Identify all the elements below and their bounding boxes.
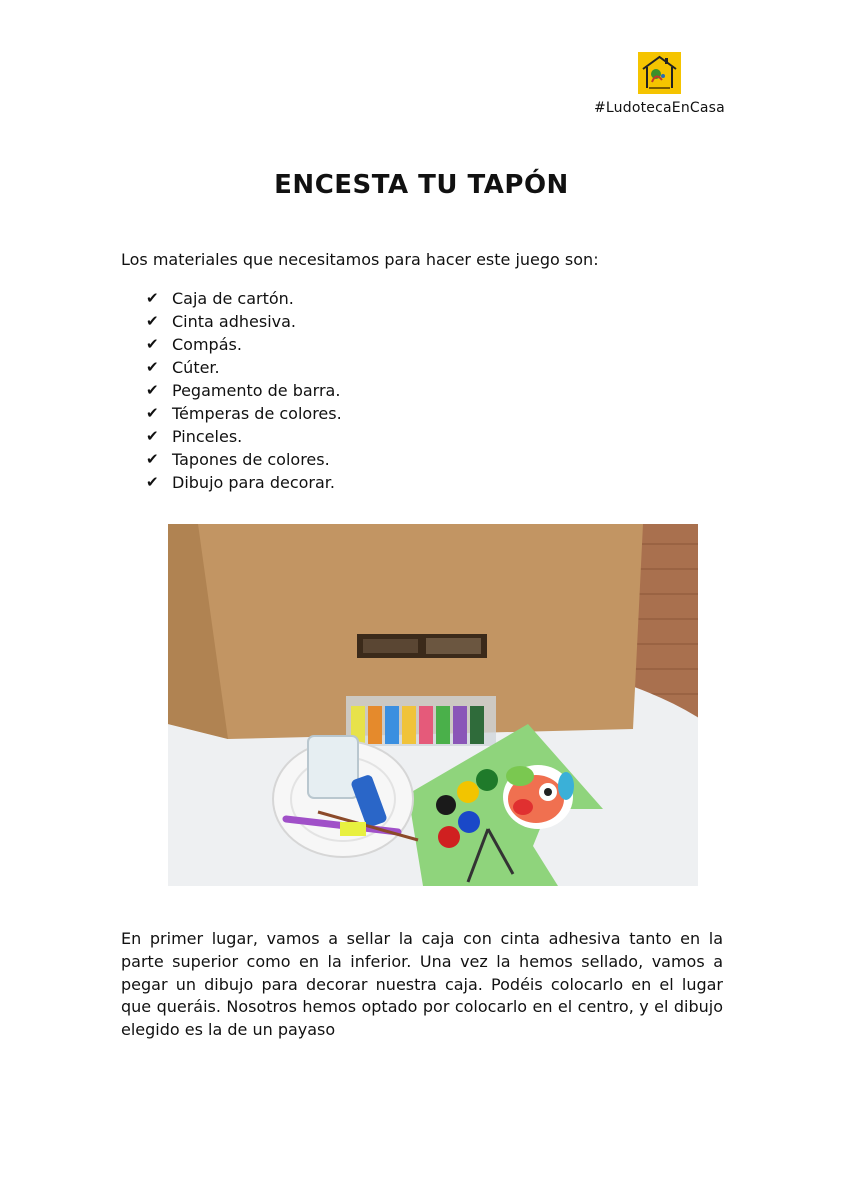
materials-intro: Los materiales que necesitamos para hacer este juego son: [121, 250, 599, 269]
instructions-paragraph: En primer lugar, vamos a sellar la caja con cinta adhesiva tanto en la parte superior como en la inferior. Una vez la hemos sellado, vamos a pegar un dibujo para decorar nuestra caja. Podéis colocarlo en el lugar que queráis. Nosotros hemos optado por colocarlo en el centro, y el dibujo elegido es la de un payaso [121, 929, 723, 1040]
list-item [146, 471, 342, 494]
ludoteca-logo-icon [638, 52, 681, 94]
list-item-label: Cinta adhesiva. [172, 312, 297, 331]
hashtag: #LudotecaEnCasa [594, 100, 725, 116]
list-item [146, 287, 342, 310]
list-item [146, 402, 342, 425]
checkmark-icon: ✔ [146, 381, 159, 399]
list-item [146, 310, 342, 333]
list-item-label: Témperas de colores. [172, 404, 342, 423]
list-item-label: Pegamento de barra. [172, 381, 341, 400]
checkmark-icon: ✔ [146, 289, 159, 307]
checkmark-icon: ✔ [146, 312, 159, 330]
list-item-label: Tapones de colores. [172, 450, 330, 469]
checkmark-icon: ✔ [146, 404, 159, 422]
list-item-label: Caja de cartón. [172, 289, 294, 308]
list-item-label: Dibujo para decorar. [172, 473, 335, 492]
list-item-label: Pinceles. [172, 427, 243, 446]
checkmark-icon: ✔ [146, 427, 159, 445]
list-item [146, 379, 342, 402]
list-item [146, 333, 342, 356]
materials-photo [168, 524, 698, 886]
page-title: ENCESTA TU TAPÓN [274, 170, 569, 200]
checkmark-icon: ✔ [146, 473, 159, 491]
list-item-label: Cúter. [172, 358, 220, 377]
checkmark-icon: ✔ [146, 450, 159, 468]
checkmark-icon: ✔ [146, 358, 159, 376]
list-item-label: Compás. [172, 335, 242, 354]
checkmark-icon: ✔ [146, 335, 159, 353]
list-item [146, 425, 342, 448]
list-item [146, 356, 342, 379]
materials-list [146, 287, 342, 494]
list-item [146, 448, 342, 471]
